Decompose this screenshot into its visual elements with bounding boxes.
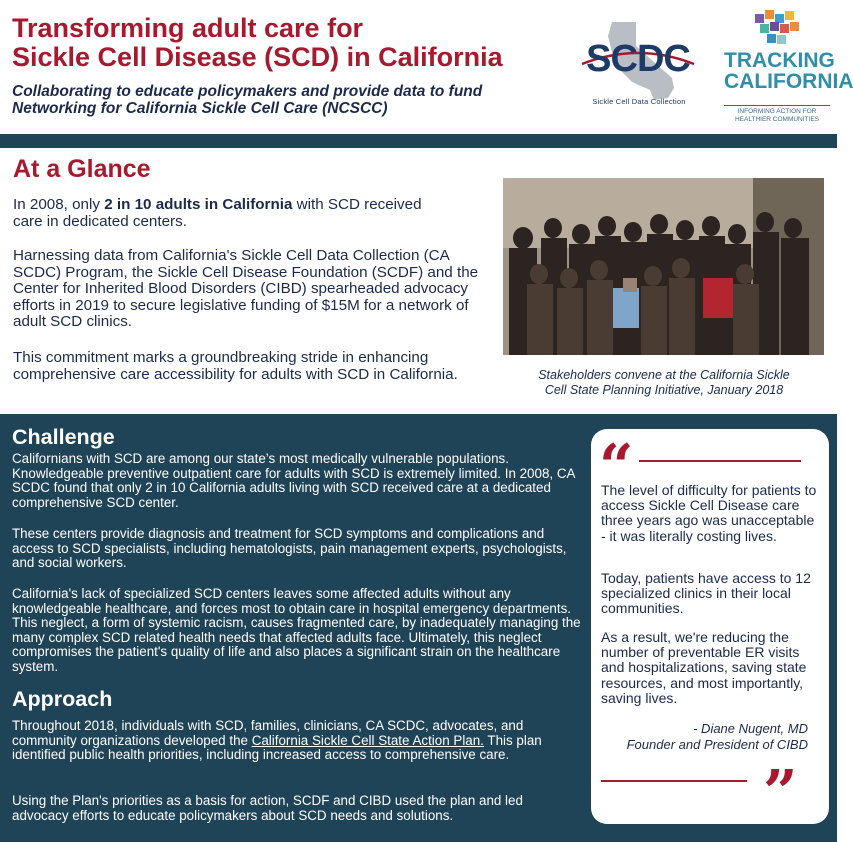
challenge-heading: Challenge (12, 425, 115, 449)
quote-paragraph-3: As a result, we're reducing the number of preventable ER visits and hospitalizations, saving state resources, and most importantly, saving lives. (601, 629, 807, 706)
page-title (12, 14, 572, 72)
stakeholders-group-photo (503, 178, 824, 355)
photo-caption: Stakeholders convene at the California Sickle Cell State Planning Initiative, January 2018 (538, 368, 790, 397)
title-line-1: Transforming adult care for (12, 13, 364, 43)
subtitle-line-1: Collaborating to educate policymakers and provide data to fund (12, 83, 483, 100)
page-header (0, 0, 854, 134)
quote-paragraph-1: The level of difficulty for patients to access Sickle Cell Disease care three years ago was unacceptable - it was literally costing lives. (601, 482, 817, 544)
title-line-2: Sickle Cell Disease (SCD) in California (12, 42, 503, 72)
subtitle-line-2: Networking for California Sickle Cell Care (NCSCC) (12, 100, 388, 117)
scdc-logo-text: SCDC (586, 38, 690, 80)
quote-author: - Diane Nugent, MD (693, 721, 808, 736)
page-subtitle (12, 83, 572, 117)
challenge-paragraph-1: Californians with SCD are among our state’s most medically vulnerable populations. Knowledgeable preventive outpatient care for adults with SCD is extremely limited. In 2008, CA SCDC found that only 2 in 10 California adults living with SCD received care at a dedicated comprehensive SCD center. (12, 451, 575, 510)
tracking-california-tagline: INFORMING ACTION FOR HEALTHIER COMMUNITIES (724, 105, 830, 124)
quote-paragraph-2: Today, patients have access to 12 specialized clinics in their local communities. (601, 570, 811, 617)
state-action-plan-link[interactable]: California Sickle Cell State Action Plan. (251, 732, 484, 748)
tracking-california-wordmark: TRACKING CALIFORNIA (724, 49, 854, 93)
glance-highlight: 2 in 10 adults in California (104, 196, 293, 213)
challenge-paragraph-2: These centers provide diagnosis and treatment for SCD symptoms and complications and access to SCD specialists, including hematologists, pain management experts, psychologists, and social workers. (12, 526, 567, 571)
quote-rule-top (639, 460, 801, 462)
challenge-paragraph-3: California's lack of specialized SCD centers leaves some affected adults without any knowledgeable healthcare, and forces most to obtain care in hospital emergency departments. This neglect, a form of systemic racism, causes fragmented care, by inadequately managing the many complex SCD related health needs that affected adults face. Ultimately, this neglect compromises the patient's quality of life and also places a significant strain on the healthcare system. (12, 586, 581, 674)
scdc-logo-caption: Sickle Cell Data Collection (592, 97, 686, 106)
glance-paragraph-3: This commitment marks a groundbreaking stride in enhancing comprehensive care accessibility for adults with SCD in California. (13, 349, 458, 383)
testimonial-card (591, 429, 829, 828)
at-a-glance-heading: At a Glance (13, 155, 151, 183)
glance-paragraph-2: Harnessing data from California's Sickle Cell Data Collection (CA SCDC) Program, the Sickle Cell Disease Foundation (SCDF) and the Center for Inherited Blood Disorders (CIBD) spearheaded advocacy efforts in 2019 to secure legislative funding of $15M for a network of adult SCD clinics. (13, 247, 479, 330)
open-quote-icon: “ (599, 432, 634, 502)
quote-attribution (601, 721, 808, 752)
approach-heading: Approach (12, 687, 113, 711)
approach-paragraph-1: Throughout 2018, individuals with SCD, families, clinicians, CA SCDC, advocates, and community organizations developed the California Sickle Cell State Action Plan. This plan identified public health priorities, including increased access to comprehensive care. (12, 718, 542, 763)
glance-paragraph-1: In 2008, only 2 in 10 adults in California with SCD received care in dedicated centers. (13, 196, 422, 230)
header-divider-band (0, 134, 837, 148)
close-quote-icon: ” (763, 758, 798, 828)
approach-paragraph-2: Using the Plan's priorities as a basis for action, SCDF and CIBD used the plan and led advocacy efforts to educate policymakers about SCD needs and solutions. (12, 793, 523, 823)
quote-rule-bottom (601, 780, 747, 782)
quote-author-role: Founder and President of CIBD (626, 736, 808, 752)
